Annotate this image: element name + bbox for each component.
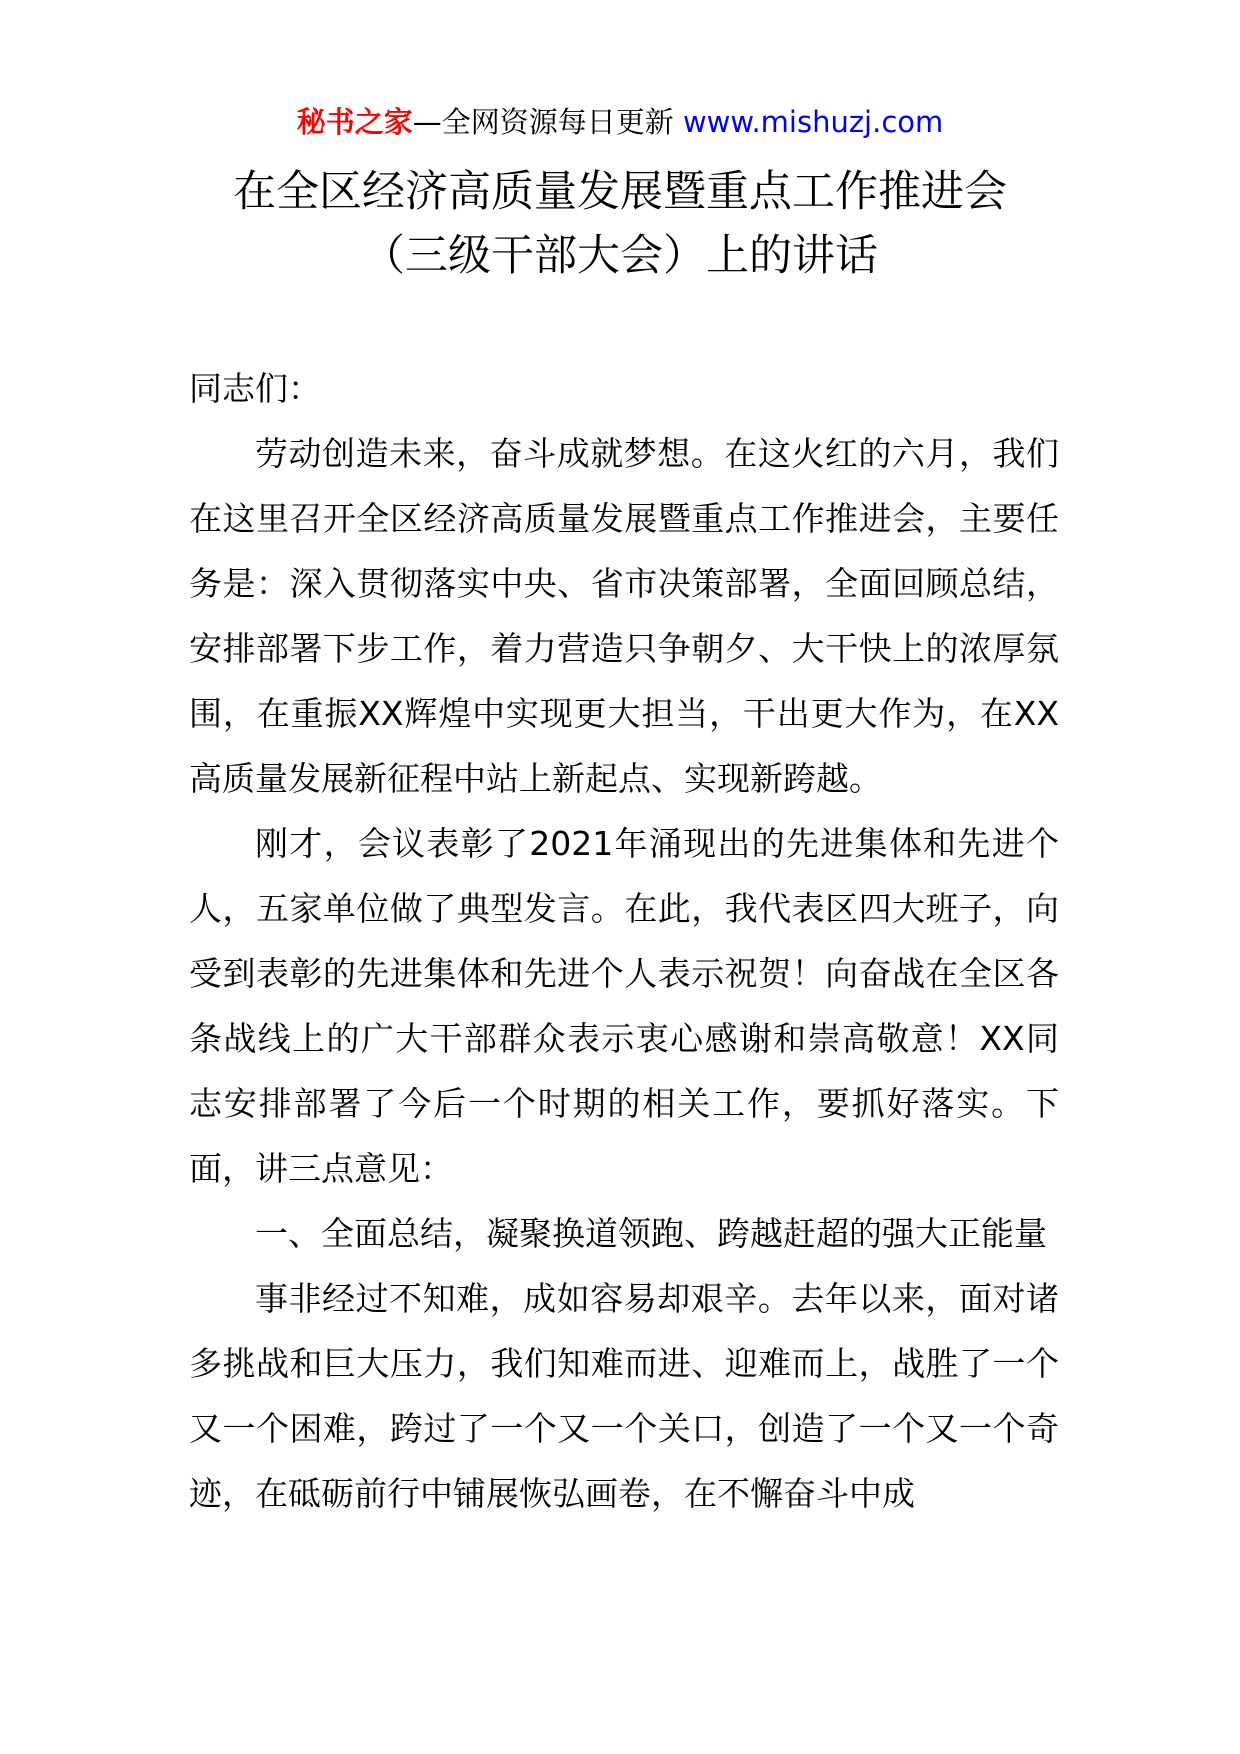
salutation: 同志们： bbox=[189, 369, 321, 408]
paragraph-3: 事非经过不知难，成如容易却艰辛。去年以来，面对诸多挑战和巨大压力，我们知难而进、迎难而上，战胜了一个又一个困难，跨过了一个又一个关口，创造了一个又一个奇迹，在砥砺前行中铺展恢弘画卷，在不懈奋斗中成 bbox=[189, 1279, 1059, 1513]
paragraph-1: 劳动创造未来，奋斗成就梦想。在这火红的六月，我们在这里召开全区经济高质量发展暨重点工作推进会，主要任务是：深入贯彻落实中央、省市决策部署，全面回顾总结，安排部署下步工作，着力营造只争朝夕、大干快上的浓厚氛围，在重振XX辉煌中实现更大担当，干出更大作为，在XX高质量发展新征程中站上新起点、实现新跨越。 bbox=[189, 434, 1059, 798]
site-url-link[interactable]: www.mishuzj.com bbox=[682, 105, 944, 139]
site-header bbox=[0, 100, 1240, 144]
site-brand: 秘书之家 bbox=[296, 105, 413, 139]
document-body bbox=[189, 356, 1059, 1526]
title-line-1: 在全区经济高质量发展暨重点工作推进会 bbox=[233, 167, 1007, 217]
title-line-2: （三级干部大会）上的讲话 bbox=[362, 231, 878, 281]
section-heading-1: 一、全面总结，凝聚换道领跑、跨越赶超的强大正能量 bbox=[255, 1214, 1047, 1253]
document-title bbox=[0, 160, 1240, 288]
site-tagline: —全网资源每日更新 bbox=[412, 105, 683, 139]
paragraph-2: 刚才，会议表彰了2021年涌现出的先进集体和先进个人，五家单位做了典型发言。在此，我代表区四大班子，向受到表彰的先进集体和先进个人表示祝贺！向奋战在全区各条战线上的广大干部群众表示衷心感谢和崇高敬意！XX同志安排部署了今后一个时期的相关工作，要抓好落实。下面，讲三点意见： bbox=[189, 824, 1059, 1188]
